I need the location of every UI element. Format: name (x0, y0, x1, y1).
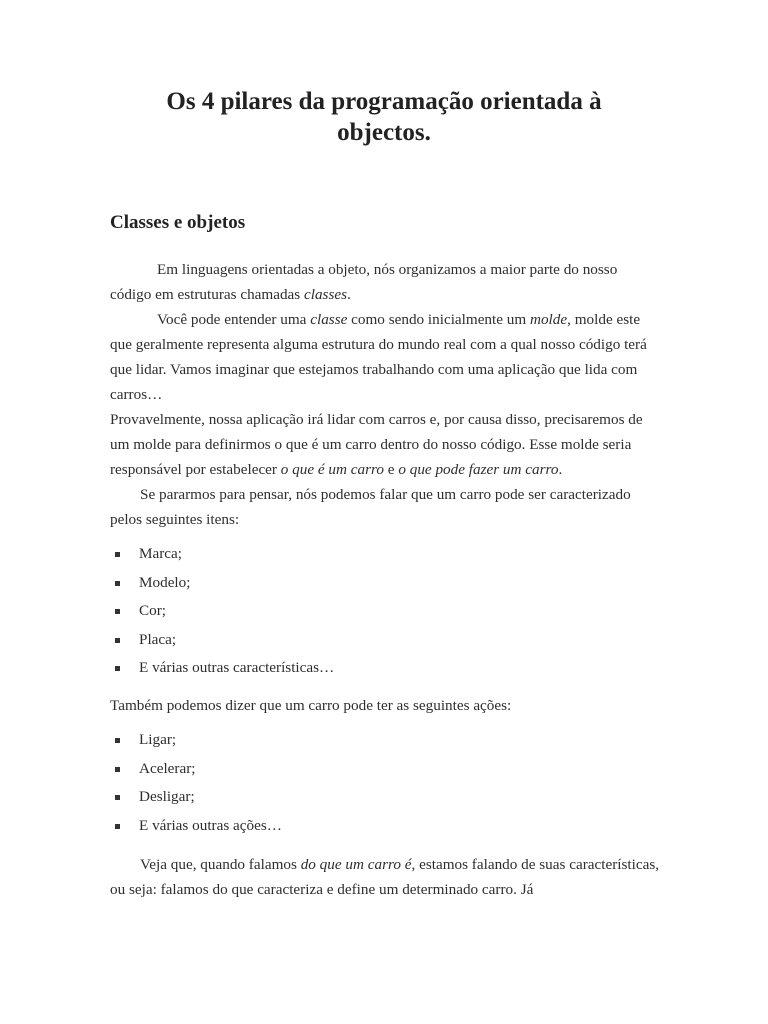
bullet-icon (115, 795, 120, 800)
paragraph-2-text-2: como sendo inicialmente um (347, 311, 530, 328)
paragraph-3-italic-1: o que é um carro (280, 461, 384, 478)
list-item-text: E várias outras ações… (139, 816, 282, 834)
paragraph-1 (110, 257, 662, 307)
paragraph-3-italic-2: o que pode fazer um carro (398, 461, 559, 478)
paragraph-1-italic: classes (304, 286, 348, 303)
bullet-icon (115, 666, 120, 671)
paragraph-5: Também podemos dizer que um carro pode ter as seguintes ações: (110, 696, 512, 714)
bullet-icon (115, 638, 120, 643)
actions-list (110, 726, 662, 840)
paragraph-1-end: . (347, 286, 351, 303)
list-item (110, 812, 662, 841)
list-item (110, 540, 662, 569)
list-item-text: Ligar; (139, 730, 177, 748)
title-line-2: objectos. (337, 119, 431, 146)
characteristics-list (110, 540, 662, 683)
paragraph-3 (110, 407, 662, 482)
list-item (110, 569, 662, 598)
paragraph-6 (110, 852, 662, 902)
paragraph-3-end: . (558, 461, 563, 478)
title-line-1: Os 4 pilares da programação orientada à (166, 88, 602, 115)
document-body (110, 257, 662, 902)
bullet-icon (115, 552, 120, 557)
bullet-icon (115, 767, 120, 772)
paragraph-3-text-2: e (383, 461, 399, 478)
list-item-text: Marca; (139, 545, 183, 562)
list-item (110, 626, 662, 655)
paragraph-2-italic-1: classe (310, 311, 348, 328)
paragraph-4: Se pararmos para pensar, nós podemos falar que um carro pode ser caracterizado pelos seguintes itens: (110, 486, 631, 528)
document-page (110, 0, 658, 1024)
paragraph-2 (110, 307, 662, 407)
paragraph-6-text: Veja que, quando falamos (140, 856, 301, 874)
list-item-text: Cor; (139, 602, 167, 620)
list-item (110, 597, 662, 626)
bullet-icon (115, 824, 120, 829)
bullet-icon (115, 738, 120, 743)
list-item-text: Acelerar; (139, 759, 196, 777)
bullet-icon (115, 581, 120, 586)
paragraph-6-italic: do que um carro é (300, 856, 412, 874)
list-item-text: E várias outras características… (139, 659, 335, 677)
list-item-text: Placa; (139, 630, 177, 648)
list-item (110, 726, 662, 755)
list-item-text: Modelo; (139, 573, 191, 591)
paragraph-2-text: Você pode entender uma (157, 311, 311, 328)
paragraph-3-text: Provavelmente, nossa aplicação irá lidar com carros e, por causa disso, precisaremos de um molde para definirmos o que é um carro dentro do nosso código. Esse molde seria responsável por estabelecer (110, 411, 643, 478)
paragraph-6-text-2: , estamos falando de suas características, ou seja: falamos do que caracteriza e define um determinado carro. Já (110, 856, 660, 899)
section-heading: Classes e objetos (110, 212, 246, 233)
paragraph-2-text-3: , molde este que geralmente representa alguma estrutura do mundo real com a qual nosso código terá que lidar. Vamos imaginar que estejamos trabalhando com uma aplicação que lida com carros… (110, 311, 647, 403)
bullet-icon (115, 609, 120, 614)
paragraph-1-text: Em linguagens orientadas a objeto, nós organizamos a maior parte do nosso código em estruturas chamadas (110, 261, 618, 303)
list-item (110, 755, 662, 784)
document-title (110, 86, 658, 148)
list-item (110, 654, 662, 683)
list-item (110, 783, 662, 812)
list-item-text: Desligar; (139, 788, 195, 806)
paragraph-2-italic-2: molde (530, 311, 568, 328)
